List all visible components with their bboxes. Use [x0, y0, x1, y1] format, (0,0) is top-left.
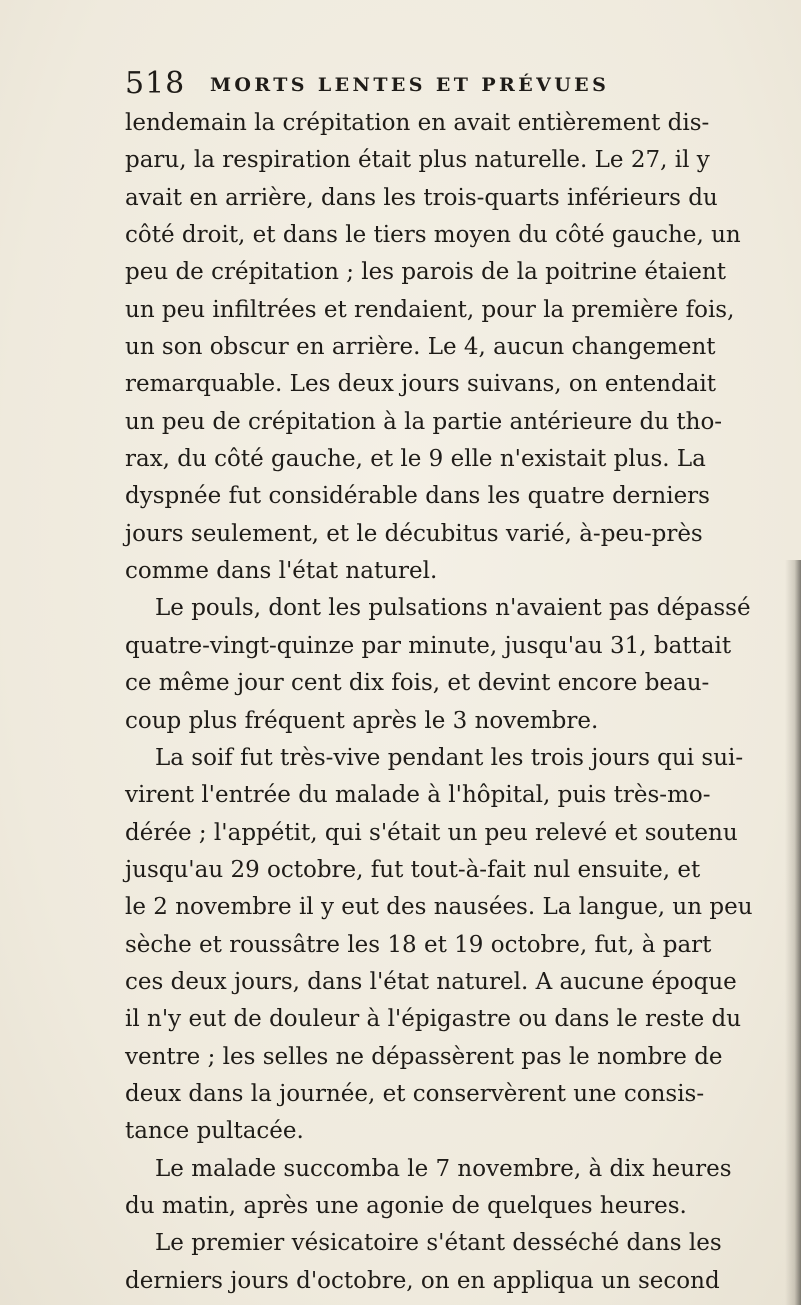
text-line: La soif fut très-vive pendant les trois jours qui sui-	[155, 744, 744, 771]
text-line: un peu infiltrées et rendaient, pour la première fois,	[125, 296, 735, 323]
text-line: côté droit, et dans le tiers moyen du côté gauche, un	[125, 222, 741, 249]
text-line: quatre-vingt-quinze par minute, jusqu'au 31, battait	[125, 632, 732, 659]
text-line: sèche et roussâtre les 18 et 19 octobre, fut, à part	[125, 931, 712, 958]
running-title: MORTS LENTES ET PRÉVUES	[210, 74, 610, 96]
text-line: ce même jour cent dix fois, et devint encore beau-	[125, 670, 710, 697]
text-line: ventre ; les selles ne dépassèrent pas le nombre de	[125, 1043, 723, 1070]
text-line: rax, du côté gauche, et le 9 elle n'existait plus. La	[125, 446, 706, 473]
text-line: paru, la respiration était plus naturelle. Le 27, il y	[125, 147, 710, 174]
text-line: tance pultacée.	[125, 1118, 304, 1145]
text-line: un son obscur en arrière. Le 4, aucun changement	[125, 334, 716, 361]
text-line: deux dans la journée, et conservèrent une consis-	[125, 1080, 705, 1107]
text-line: lendemain la crépitation en avait entièrement dis-	[125, 110, 710, 136]
text-line: jours seulement, et le décubitus varié, à-peu-près	[125, 520, 703, 547]
text-line: dyspnée fut considérable dans les quatre derniers	[125, 483, 710, 510]
text-line: remarquable. Les deux jours suivans, on entendait	[125, 371, 717, 398]
body-text	[125, 105, 753, 1300]
page-number: 518	[125, 66, 186, 101]
text-line: le 2 novembre il y eut des nausées. La langue, un peu	[125, 894, 753, 921]
text-line: ces deux jours, dans l'état naturel. A aucune époque	[125, 968, 737, 995]
text-line: du matin, après une agonie de quelques heures.	[125, 1192, 687, 1219]
text-line: Le pouls, dont les pulsations n'avaient pas dépassé	[155, 595, 751, 622]
text-line: il n'y eut de douleur à l'épigastre ou dans le reste du	[125, 1006, 742, 1033]
text-line: comme dans l'état naturel.	[125, 558, 438, 585]
page-header	[125, 64, 685, 104]
text-line: Le premier vésicatoire s'étant desséché dans les	[155, 1230, 722, 1257]
text-line: un peu de crépitation à la partie antérieure du tho-	[125, 408, 723, 435]
page-edge-shadow	[785, 560, 801, 1305]
text-line: derniers jours d'octobre, on en appliqua un second	[125, 1267, 720, 1294]
text-line: jusqu'au 29 octobre, fut tout-à-fait nul ensuite, et	[125, 856, 701, 883]
text-line: dérée ; l'appétit, qui s'était un peu relevé et soutenu	[125, 819, 738, 846]
text-line: coup plus fréquent après le 3 novembre.	[125, 707, 599, 734]
text-line: Le malade succomba le 7 novembre, à dix heures	[155, 1155, 732, 1182]
text-line: virent l'entrée du malade à l'hôpital, puis très-mo-	[125, 782, 711, 809]
text-line: avait en arrière, dans les trois-quarts inférieurs du	[125, 184, 718, 211]
text-line: peu de crépitation ; les parois de la poitrine étaient	[125, 259, 726, 286]
